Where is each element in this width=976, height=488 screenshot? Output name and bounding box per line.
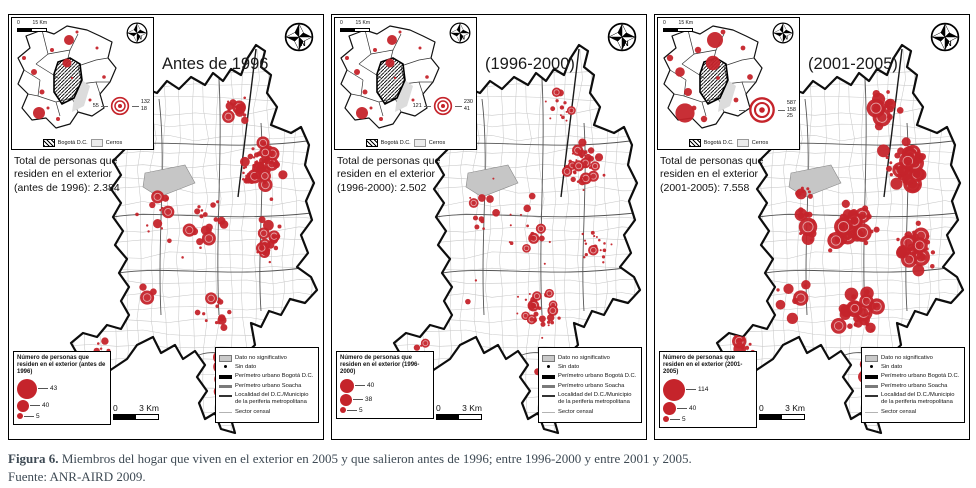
map-key-row xyxy=(219,364,315,371)
leader-line xyxy=(353,399,363,400)
size-legend-row xyxy=(340,407,430,414)
map-key-row xyxy=(542,383,638,390)
map-key-label: Perímetro urbano Soacha xyxy=(881,382,948,389)
map-key-row xyxy=(865,392,961,406)
thin-swatch xyxy=(219,412,232,413)
thin-swatch xyxy=(865,412,878,413)
size-legend-row xyxy=(663,402,753,415)
map-key-label: Sector censal xyxy=(558,408,594,415)
map-key-row xyxy=(865,373,961,380)
thick-swatch xyxy=(865,375,878,379)
cerros-label: Cerros xyxy=(751,140,769,146)
area-swatch xyxy=(219,355,232,362)
map-key xyxy=(861,347,965,423)
map-key-row xyxy=(219,355,315,362)
map-key-label: Localidad del D.C./Municipio de la periferia metropolitana xyxy=(881,392,955,406)
size-value: 5 xyxy=(682,415,686,423)
leader-line xyxy=(778,110,785,111)
compass-icon xyxy=(284,22,314,52)
leader-line xyxy=(347,410,357,411)
svg-text:N: N xyxy=(461,35,465,42)
panel-title: Antes de 1996 xyxy=(162,55,269,73)
map-key-label: Perímetro urbano Soacha xyxy=(235,382,302,389)
scale-distance-label: 3 Km xyxy=(785,403,805,413)
map-key-row xyxy=(219,409,315,416)
cerros-swatch xyxy=(91,139,103,147)
map-key-label: Sin dato xyxy=(558,364,580,370)
compass-icon xyxy=(607,22,637,52)
leader-line xyxy=(686,389,696,390)
map-key-label: Perímetro urbano Bogotá D.C. xyxy=(558,373,637,380)
scale-bar xyxy=(17,28,47,32)
size-circle xyxy=(663,379,685,401)
size-legend-title: Número de personas que residen en el exterior (2001-2005) xyxy=(663,355,743,376)
inset-size-legend xyxy=(739,96,796,124)
size-value: 5 xyxy=(359,406,363,414)
size-value: 40 xyxy=(367,382,375,390)
size-value: 40 xyxy=(42,402,50,410)
size-circle xyxy=(17,379,37,399)
thick-swatch xyxy=(542,375,555,379)
scale-zero-label: 0 xyxy=(436,403,441,413)
inset-scale-bar xyxy=(340,21,370,32)
scale-distance-label: 15 Km xyxy=(32,20,47,26)
scale-bar xyxy=(340,28,370,32)
localidad-swatch xyxy=(219,395,232,397)
inset-size-right-values: 230 41 xyxy=(463,99,473,112)
svg-text:N: N xyxy=(300,41,306,48)
cerros-label: Cerros xyxy=(428,140,446,146)
map-key-label: Perímetro urbano Bogotá D.C. xyxy=(235,373,314,380)
symbol-size-legend xyxy=(13,351,111,425)
symbol-size-legend xyxy=(659,351,757,428)
inset-size-right-values: 132 18 xyxy=(140,99,150,112)
inset-size-legend xyxy=(413,96,473,116)
map-key-row xyxy=(542,373,638,380)
compass-icon xyxy=(930,22,960,52)
leader-line xyxy=(24,416,34,417)
size-circle xyxy=(340,407,346,413)
map-key-label: Sector censal xyxy=(235,408,271,415)
inset-key xyxy=(658,139,799,147)
map-panel xyxy=(331,14,647,440)
size-legend-row xyxy=(663,416,753,423)
map-panel xyxy=(654,14,970,440)
main-scale-bar xyxy=(436,403,482,420)
bogota-dc-swatch xyxy=(366,139,378,147)
inset-map xyxy=(334,17,477,150)
cerros-swatch xyxy=(737,139,749,147)
inset-map xyxy=(657,17,800,150)
scale-distance-label: 3 Km xyxy=(139,403,159,413)
scale-zero-label: 0 xyxy=(113,403,118,413)
cerros-swatch xyxy=(414,139,426,147)
leader-line xyxy=(424,106,431,107)
size-circle xyxy=(340,394,352,406)
localidad-swatch xyxy=(865,395,878,397)
panel-title: (1996-2000) xyxy=(485,55,575,73)
map-panels-row xyxy=(8,14,970,440)
size-value: 5 xyxy=(36,412,40,420)
svg-text:N: N xyxy=(784,35,788,42)
inset-size-right-values: 587 158 25 xyxy=(786,100,796,120)
map-key xyxy=(215,347,319,423)
size-legend-row xyxy=(17,413,107,420)
leader-line xyxy=(670,419,680,420)
bogota-dc-swatch xyxy=(689,139,701,147)
inset-scale-bar xyxy=(663,21,693,32)
svg-text:N: N xyxy=(623,41,629,48)
scale-distance-label: 3 Km xyxy=(462,403,482,413)
size-circle xyxy=(663,402,676,415)
leader-line xyxy=(38,388,48,389)
map-key xyxy=(538,347,642,423)
compass-icon xyxy=(449,22,471,44)
size-value: 40 xyxy=(689,404,697,412)
size-legend-title: Número de personas que residen en el exterior (1996-2000) xyxy=(340,355,420,376)
nested-circles-icon xyxy=(748,96,776,124)
map-key-row xyxy=(865,355,961,362)
map-key-row xyxy=(219,383,315,390)
size-legend-row xyxy=(17,400,107,412)
caption-text: Miembros del hogar que viven en el exterior en 2005 y que salieron antes de 1996; entre 1996-2000 y entre 2001 y 2005. xyxy=(58,451,692,466)
scale-zero-label: 0 xyxy=(17,20,20,26)
map-key-label: Sin dato xyxy=(881,364,903,370)
scale-bar xyxy=(759,414,805,420)
nested-circles-icon xyxy=(433,96,453,116)
map-key-label: Sin dato xyxy=(235,364,257,370)
total-abroad-text: Total de personas que residen en el exterior (2001-2005): 7.558 xyxy=(660,155,764,194)
total-abroad-text: Total de personas que residen en el exterior (1996-2000): 2.502 xyxy=(337,155,441,194)
scale-bar xyxy=(113,414,159,420)
scale-zero-label: 0 xyxy=(759,403,764,413)
scale-distance-label: 15 Km xyxy=(355,20,370,26)
size-circle xyxy=(17,400,29,412)
figure-source: Fuente: ANR-AIRD 2009. xyxy=(8,468,146,484)
size-legend-title: Número de personas que residen en el exterior (antes de 1996) xyxy=(17,355,106,376)
map-key-row xyxy=(865,364,961,371)
map-key-label: Dato no significativo xyxy=(881,354,933,361)
bogota-dc-label: Bogotá D.C. xyxy=(57,140,88,146)
compass-icon xyxy=(126,22,148,44)
scale-zero-label: 0 xyxy=(663,20,666,26)
inset-size-left-value: 55 xyxy=(92,102,99,109)
figure-caption xyxy=(8,450,692,485)
scale-bar xyxy=(436,414,482,420)
svg-text:N: N xyxy=(946,41,952,48)
leader-line xyxy=(101,106,108,107)
thin-swatch xyxy=(542,412,555,413)
map-key-label: Perímetro urbano Soacha xyxy=(558,382,625,389)
size-value: 38 xyxy=(365,396,373,404)
size-circle xyxy=(340,379,354,393)
dot-swatch xyxy=(865,364,878,369)
map-key-label: Localidad del D.C./Municipio de la periferia metropolitana xyxy=(558,392,632,406)
size-legend-row xyxy=(340,394,430,406)
soacha-swatch xyxy=(542,385,555,388)
leader-line xyxy=(455,106,462,107)
symbol-size-legend xyxy=(336,351,434,419)
area-swatch xyxy=(865,355,878,362)
size-legend-row xyxy=(17,379,107,399)
leader-line xyxy=(739,110,746,111)
map-key-label: Sector censal xyxy=(881,408,917,415)
main-scale-bar xyxy=(113,403,159,420)
size-legend-rows xyxy=(663,379,753,423)
leader-line xyxy=(30,405,40,406)
map-key-row xyxy=(542,392,638,406)
inset-key xyxy=(335,139,476,147)
scale-zero-label: 0 xyxy=(340,20,343,26)
leader-line xyxy=(677,408,687,409)
nested-circles-icon xyxy=(110,96,130,116)
main-scale-bar xyxy=(759,403,805,420)
size-value: 43 xyxy=(50,385,58,393)
map-key-row xyxy=(219,392,315,406)
map-panel xyxy=(8,14,324,440)
size-legend-rows xyxy=(340,379,430,414)
scale-distance-label: 15 Km xyxy=(678,20,693,26)
soacha-swatch xyxy=(219,385,232,388)
area-swatch xyxy=(542,355,555,362)
compass-icon xyxy=(772,22,794,44)
cerros-label: Cerros xyxy=(105,140,123,146)
total-abroad-text: Total de personas que residen en el exterior (antes de 1996): 2.384 xyxy=(14,155,120,194)
map-key-row xyxy=(542,409,638,416)
svg-text:N: N xyxy=(138,35,142,42)
map-key-label: Localidad del D.C./Municipio de la periferia metropolitana xyxy=(235,392,309,406)
inset-size-legend xyxy=(93,96,150,116)
size-circle xyxy=(663,416,669,422)
soacha-swatch xyxy=(865,385,878,388)
inset-key xyxy=(12,139,153,147)
bogota-dc-label: Bogotá D.C. xyxy=(703,140,734,146)
map-key-label: Perímetro urbano Bogotá D.C. xyxy=(881,373,960,380)
size-circle xyxy=(17,413,23,419)
map-key-label: Dato no significativo xyxy=(558,354,610,361)
caption-label: Figura 6. xyxy=(8,451,59,466)
bogota-dc-label: Bogotá D.C. xyxy=(380,140,411,146)
size-value: 114 xyxy=(698,386,709,394)
size-legend-row xyxy=(663,379,753,401)
map-key-row xyxy=(542,355,638,362)
bogota-dc-swatch xyxy=(43,139,55,147)
map-key-row xyxy=(865,409,961,416)
map-key-label: Dato no significativo xyxy=(235,354,287,361)
thick-swatch xyxy=(219,375,232,379)
size-legend-row xyxy=(340,379,430,393)
size-legend-rows xyxy=(17,379,107,420)
localidad-swatch xyxy=(542,395,555,397)
scale-bar xyxy=(663,28,693,32)
leader-line xyxy=(132,106,139,107)
dot-swatch xyxy=(542,364,555,369)
map-key-row xyxy=(219,373,315,380)
inset-scale-bar xyxy=(17,21,47,32)
panel-title: (2001-2005) xyxy=(808,55,898,73)
dot-swatch xyxy=(219,364,232,369)
map-key-row xyxy=(542,364,638,371)
leader-line xyxy=(355,385,365,386)
map-key-row xyxy=(865,383,961,390)
inset-map xyxy=(11,17,154,150)
inset-size-left-value: 121 xyxy=(412,102,422,109)
